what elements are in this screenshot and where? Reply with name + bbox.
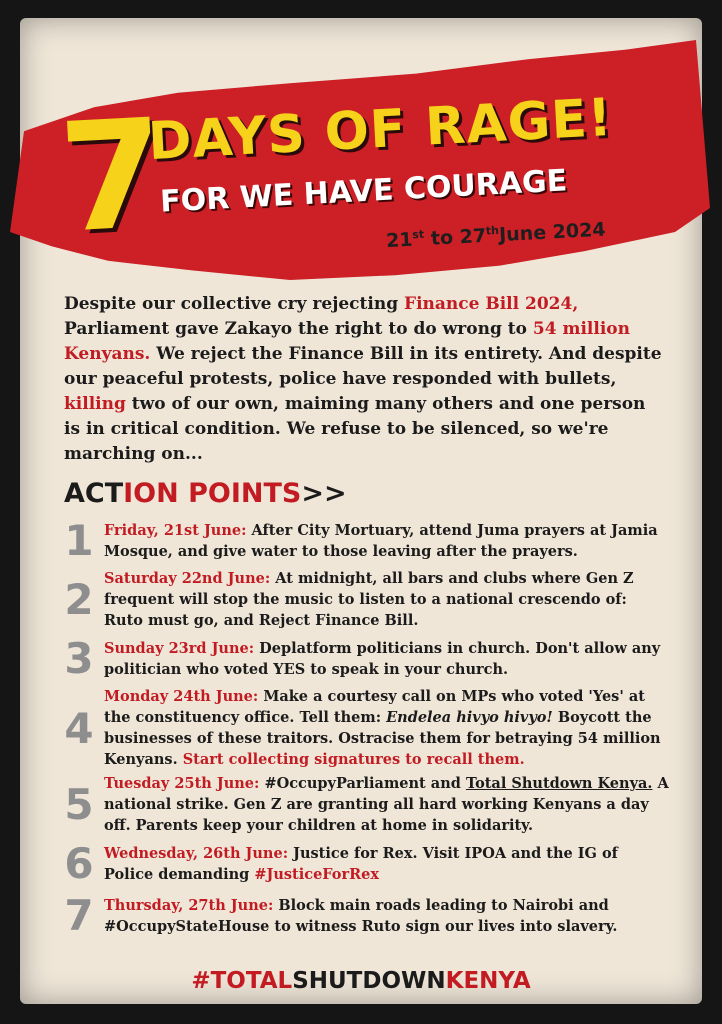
action-day: Thursday, 27th June: (104, 896, 274, 914)
action-body: #OccupyParliament and (259, 775, 466, 792)
action-day: Saturday 22nd June: (104, 570, 271, 587)
action-item-6 (60, 839, 670, 888)
heading-red: ION POINTS (123, 478, 302, 509)
action-number: 1 (64, 516, 94, 565)
intro-finance-bill: Finance Bill 2024, (404, 294, 579, 314)
action-text (98, 895, 670, 937)
action-underlined: Total Shutdown Kenya. (465, 775, 653, 792)
intro-text-3: We reject the Finance Bill in its entirety. And despite our peaceful protests, police have responded with bullets, (64, 344, 662, 389)
action-item-2 (60, 568, 670, 631)
action-italic-slogan: Endelea hivyo hivyo! (386, 709, 553, 726)
action-number: 3 (64, 634, 94, 683)
action-number: 5 (64, 780, 94, 829)
date-to: to 27 (423, 224, 487, 251)
action-text (98, 568, 670, 631)
action-body: Make a courtesy call on MPs who voted 'Yes' at the constituency office. Tell them: (104, 688, 645, 726)
action-list (60, 516, 670, 943)
subtitle-courage: FOR WE HAVE COURAGE (159, 163, 568, 220)
action-points-heading (64, 478, 347, 509)
action-item-7 (60, 891, 670, 940)
title-number-seven: 7 (55, 87, 169, 267)
action-red-tail: Start collecting signatures to recall them. (182, 751, 525, 768)
action-day: Monday 24th June: (104, 688, 259, 705)
intro-killing: killing (64, 394, 126, 414)
action-day: Sunday 23rd June: (104, 639, 255, 657)
date-end: June 2024 (498, 218, 607, 247)
intro-paragraph (64, 292, 664, 467)
date-start-suffix: st (411, 227, 425, 242)
action-text (98, 638, 670, 680)
action-body: Block main roads leading to Nairobi and #OccupyStateHouse to witness Ruto sign our lives into slavery. (104, 896, 618, 935)
intro-kenyans: 54 million Kenyans. (64, 319, 630, 364)
heading-black: ACT (64, 478, 124, 509)
action-body-cont: Boycott the businesses of these traitors. Ostracise them for betraying 54 million Kenyans. (104, 709, 661, 768)
intro-text-4: two of our own, maiming many others and one person is in critical condition. We refuse to be silenced, so we're marching on... (64, 394, 646, 464)
action-body: Deplatform politicians in church. Don't allow any politician who voted YES to speak in your church. (104, 639, 661, 678)
action-red-tail: #JusticeForRex (254, 865, 380, 883)
date-start: 21 (385, 228, 414, 253)
action-item-1 (60, 516, 670, 565)
action-number: 4 (64, 703, 94, 753)
footer-hashtag (0, 968, 722, 994)
hashtag-total: #TOTAL (191, 968, 293, 994)
action-day: Wednesday, 26th June: (104, 844, 289, 862)
action-day: Friday, 21st June: (104, 521, 247, 539)
action-day: Tuesday 25th June: (104, 775, 260, 792)
action-number: 7 (64, 891, 94, 940)
action-body-cont: A national strike. Gen Z are granting all hard working Kenyans a day off. Parents keep your children at home in solidarity. (104, 775, 669, 834)
action-body: Justice for Rex. Visit IPOA and the IG of Police demanding (104, 844, 618, 883)
action-text (98, 520, 670, 562)
action-text (98, 686, 670, 770)
date-end-suffix: th (485, 223, 500, 238)
action-number: 2 (64, 575, 94, 624)
intro-text-2: Parliament gave Zakayo the right to do wrong to (64, 319, 533, 339)
heading-arrows: >> (301, 478, 347, 509)
action-text (98, 843, 670, 885)
action-item-5 (60, 773, 670, 836)
action-item-4 (60, 686, 670, 770)
action-body: At midnight, all bars and clubs where Gen Z frequent will stop the music to listen to a national crescendo of: Ruto must go, and Reject Finance Bill. (104, 570, 634, 629)
title-days-of-rage: DAYS OF RAGE! (146, 87, 614, 173)
action-number: 6 (64, 839, 94, 888)
action-body: After City Mortuary, attend Juma prayers at Jamia Mosque, and give water to those leaving after the prayers. (104, 521, 658, 560)
hashtag-shutdown: SHUTDOWN (292, 968, 446, 994)
intro-text-1: Despite our collective cry rejecting (64, 294, 404, 314)
action-item-3 (60, 634, 670, 683)
action-text (98, 773, 670, 836)
hashtag-kenya: KENYA (445, 968, 531, 994)
